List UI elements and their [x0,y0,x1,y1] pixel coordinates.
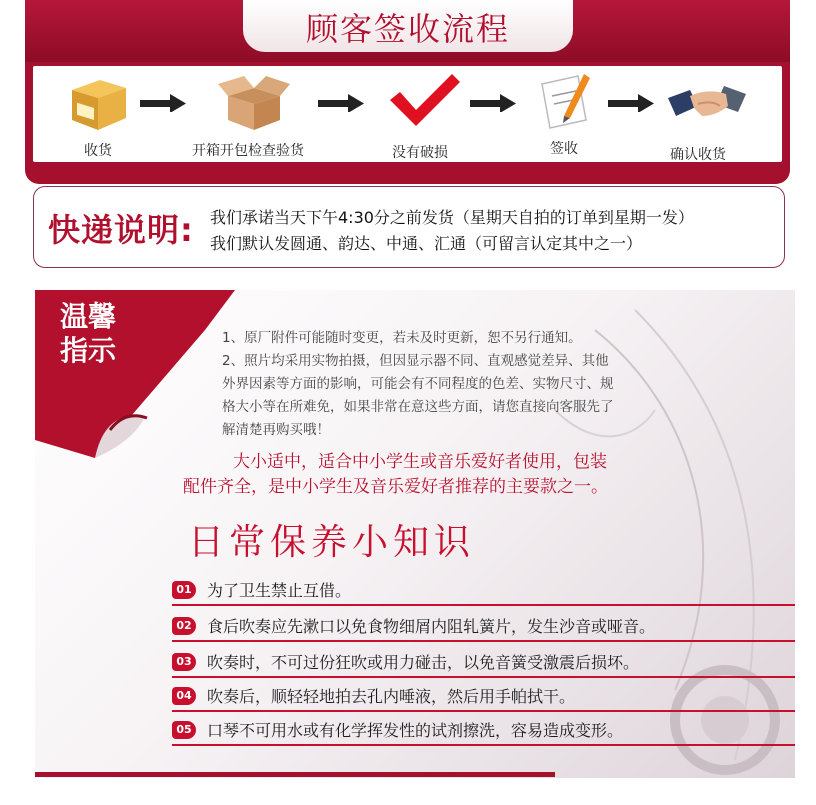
divider [172,676,795,678]
care-number-badge: 02 [172,617,196,635]
step-inspect [192,72,304,159]
warm-tips-line1: 温馨 [60,300,117,333]
divider [172,604,795,606]
care-item [172,718,795,744]
check-mark-icon [390,74,460,130]
warm-tips-label [60,300,116,368]
care-item [172,614,795,640]
step-label: 没有破损 [392,145,448,161]
care-number-badge: 04 [172,687,196,705]
process-title-tab [243,0,573,52]
care-item [172,684,795,710]
box-free-shipping-icon [68,72,130,132]
divider [172,744,795,746]
care-item [172,578,795,604]
care-item-text: 为了卫生禁止互借。 [207,581,352,600]
care-item-text: 口琴不可用水或有化学挥发性的试剂擦洗，容易造成变形。 [207,721,624,740]
divider [172,640,795,642]
express-title: 快递说明: [48,211,194,249]
express-line-2: 我们默认发圆通、韵达、中通、汇通（可留言认定其中之一） [210,234,643,253]
step-confirm [668,76,746,163]
step-label: 确认收货 [670,147,726,163]
care-item-text: 食后吹奏应先漱口以免食物细屑内阻轧簧片，发生沙音或哑音。 [207,617,656,636]
tip-line: 格大小等在所难免，如果非常在意这些方面，请您直接向客服先了 [222,399,614,415]
process-title: 顾客签收流程 [305,10,510,48]
step-receive [68,72,130,159]
step-sign [534,70,594,157]
express-notice [33,186,785,268]
care-item-text: 吹奏时，不可过份狂吹或用力碰击，以免音簧受激震后损坏。 [207,653,640,672]
arrow-right-icon [140,94,186,112]
care-number-badge: 03 [172,653,196,671]
handshake-icon [668,76,746,132]
tip-line: 解清楚再购买哦！ [222,422,330,438]
step-no-damage [390,74,460,161]
care-item-text: 吹奏后，顺轻轻地拍去孔内唾液，然后用手帕拭干。 [207,687,576,706]
care-item [172,650,795,676]
divider [172,710,795,712]
arrow-right-icon [470,94,516,112]
step-label: 收货 [84,143,112,159]
sign-document-icon [534,70,594,132]
care-number-badge: 05 [172,721,196,739]
tip-line: 1、原厂附件可能随时变更，若未及时更新，恕不另行通知。 [222,330,582,346]
care-number-badge: 01 [172,581,196,599]
tip-line: 外界因素等方面的影响，可能会有不同程度的色差、实物尺寸、规 [222,376,614,392]
step-label: 签收 [550,141,578,157]
express-line-1: 我们承诺当天下午4:30分之前发货（星期天自拍的订单到星期一发） [210,208,694,227]
promo-line-1: 大小适中，适合中小学生或音乐爱好者使用，包装 [233,452,607,472]
tip-line: 2、照片均采用实物拍摄，但因显示器不同、直观感觉差异、其他 [222,353,609,369]
arrow-right-icon [318,94,364,112]
care-title: 日常保养小知识 [188,522,476,563]
warm-tips-line2: 指示 [60,334,117,367]
step-label: 开箱开包检查验货 [192,143,304,159]
open-box-icon [218,72,290,132]
arrow-right-icon [608,94,654,112]
bottom-divider-bar [35,772,555,777]
promo-line-2: 配件齐全，是中小学生及音乐爱好者推荐的主要款之一。 [183,477,608,497]
